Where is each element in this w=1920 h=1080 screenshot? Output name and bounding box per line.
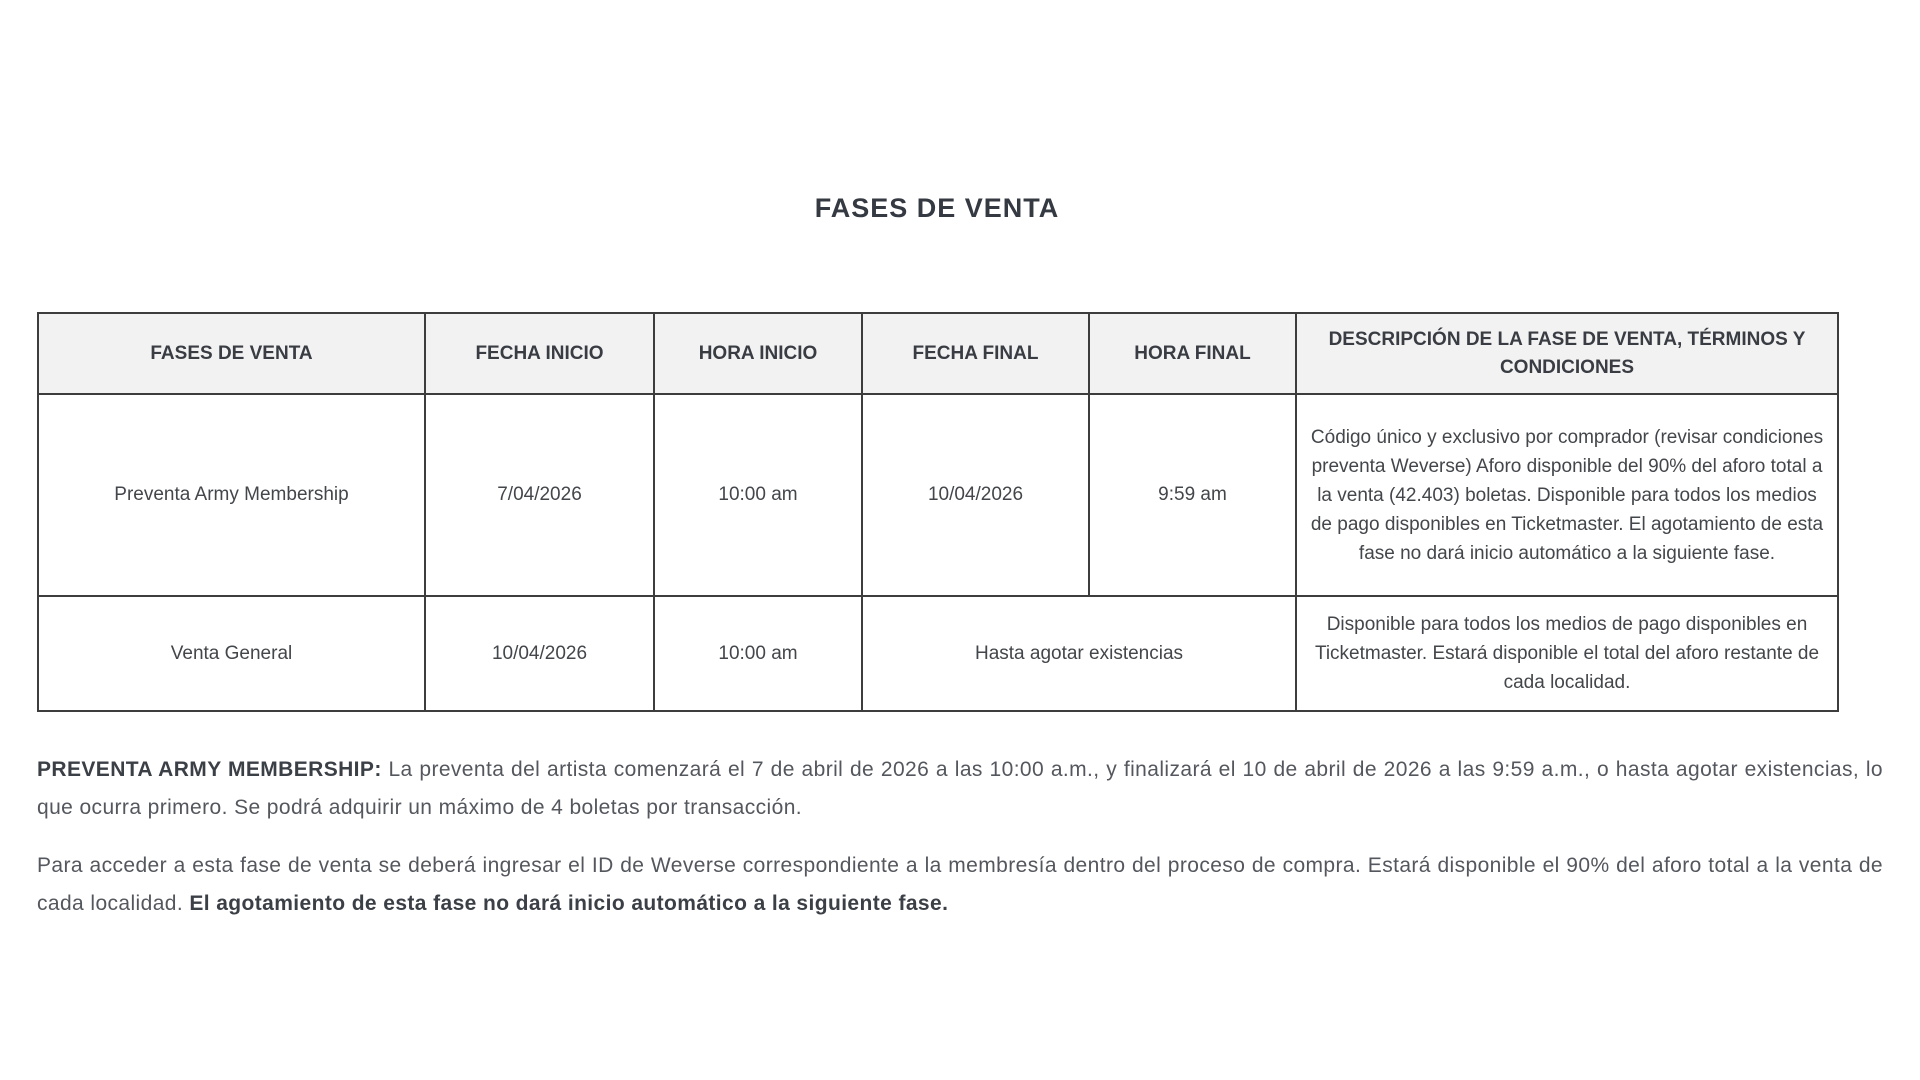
col-header-fecha-inicio: FECHA INICIO [425,313,654,394]
cell-hora-final-preventa: 9:59 am [1089,394,1296,596]
cell-fecha-inicio-venta-general: 10/04/2026 [425,596,654,711]
note-preventa-label: PREVENTA ARMY MEMBERSHIP: [37,758,382,781]
col-header-fecha-final: FECHA FINAL [862,313,1089,394]
notes-section [37,751,1883,923]
cell-final-venta-general: Hasta agotar existencias [862,596,1296,711]
col-header-descripcion: DESCRIPCIÓN DE LA FASE DE VENTA, TÉRMINOS Y CONDICIONES [1296,313,1838,394]
sales-phases-table [37,312,1839,712]
note-weverse-paragraph [37,847,1883,923]
table-row-preventa [38,394,1838,596]
col-header-fases: FASES DE VENTA [38,313,425,394]
col-header-hora-final: HORA FINAL [1089,313,1296,394]
note-preventa-text: La preventa del artista comenzará el 7 de abril de 2026 a las 10:00 a.m., y finalizará el 10 de abril de 2026 a las 9:59 a.m., o hasta agotar existencias, lo que ocurra primero. Se podrá adquirir un máximo de 4 boletas por transacción. [37,758,1883,819]
cell-fase-preventa: Preventa Army Membership [38,394,425,596]
col-header-hora-inicio: HORA INICIO [654,313,862,394]
cell-fecha-inicio-preventa: 7/04/2026 [425,394,654,596]
table-header-row [38,313,1838,394]
cell-descripcion-venta-general: Disponible para todos los medios de pago disponibles en Ticketmaster. Estará disponible el total del aforo restante de cada localidad. [1296,596,1838,711]
cell-hora-inicio-preventa: 10:00 am [654,394,862,596]
page-title: FASES DE VENTA [814,193,1060,223]
cell-descripcion-preventa: Código único y exclusivo por comprador (revisar condiciones preventa Weverse) Aforo disponible del 90% del aforo total a la venta (42.403) boletas. Disponible para todos los medios de pago disponibles en Ticketmaster. El agotamiento de esta fase no dará inicio automático a la siguiente fase. [1296,394,1838,596]
table-row-venta-general [38,596,1838,711]
cell-fase-venta-general: Venta General [38,596,425,711]
note-weverse-text: Para acceder a esta fase de venta se deberá ingresar el ID de Weverse correspondiente a la membresía dentro del proceso de compra. Estará disponible el 90% del aforo total a la venta de cada localidad. [37,854,1883,915]
note-preventa-paragraph [37,751,1883,827]
cell-hora-inicio-venta-general: 10:00 am [654,596,862,711]
note-weverse-bold-text: El agotamiento de esta fase no dará inicio automático a la siguiente fase. [189,892,949,915]
cell-fecha-final-preventa: 10/04/2026 [862,394,1089,596]
